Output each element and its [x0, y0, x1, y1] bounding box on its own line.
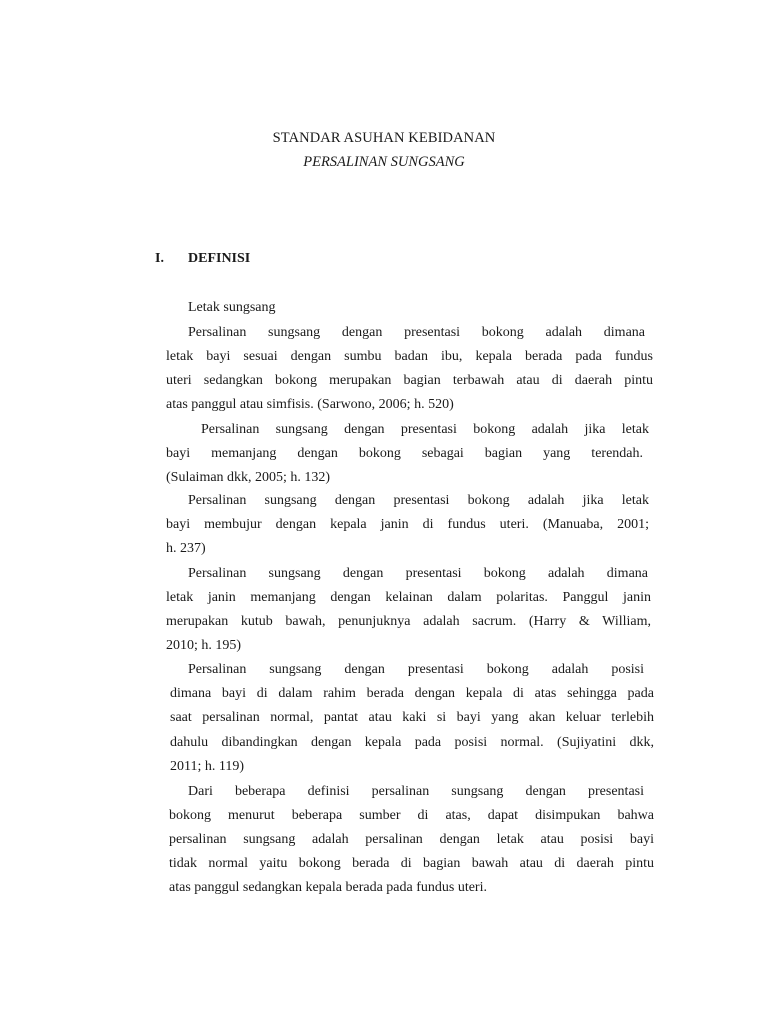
- paragraph-line: Persalinan sungsang dengan presentasi bokong adalah dimana: [188, 325, 645, 340]
- paragraph-line: Persalinan sungsang dengan presentasi bokong adalah jika letak: [188, 493, 649, 508]
- paragraph-line: 2010; h. 195): [166, 638, 242, 653]
- paragraph-line: merupakan kutub bawah, penunjuknya adalah sacrum. (Harry & William,: [166, 614, 651, 629]
- paragraph-line: dahulu dibandingkan dengan kepala pada posisi normal. (Sujiyatini dkk,: [170, 735, 654, 750]
- document-subtitle: PERSALINAN SUNGSANG: [303, 154, 465, 170]
- paragraph-line: tidak normal yaitu bokong berada di bagian bawah atau di daerah pintu: [169, 856, 654, 871]
- paragraph-line: bokong menurut beberapa sumber di atas, dapat disimpukan bahwa: [169, 808, 654, 823]
- paragraph-line: dimana bayi di dalam rahim berada dengan kepala di atas sehingga pada: [170, 686, 654, 701]
- paragraph-line: h. 237): [166, 541, 206, 556]
- paragraph-line: Persalinan sungsang dengan presentasi bokong adalah posisi: [188, 662, 644, 677]
- document-title: STANDAR ASUHAN KEBIDANAN: [272, 130, 496, 146]
- paragraph-line: letak bayi sesuai dengan sumbu badan ibu, kepala berada pada fundus: [166, 349, 653, 364]
- section-title: DEFINISI: [188, 251, 251, 266]
- paragraph-line: (Sulaiman dkk, 2005; h. 132): [166, 470, 331, 485]
- paragraph-line: atas panggul atau simfisis. (Sarwono, 2006; h. 520): [166, 397, 454, 412]
- section-number: I.: [155, 251, 164, 266]
- paragraph-line: saat persalinan normal, pantat atau kaki si bayi yang akan keluar terlebih: [170, 710, 654, 725]
- paragraph-line: atas panggul sedangkan kepala berada pada fundus uteri.: [169, 880, 487, 895]
- paragraph-line: bayi memanjang dengan bokong sebagai bagian yang terendah.: [166, 446, 643, 461]
- paragraph-line: uteri sedangkan bokong merupakan bagian terbawah atau di daerah pintu: [166, 373, 653, 388]
- paragraph-line: persalinan sungsang adalah persalinan dengan letak atau posisi bayi: [169, 832, 654, 847]
- paragraph-line: Persalinan sungsang dengan presentasi bokong adalah jika letak: [201, 422, 649, 437]
- paragraph-line: Letak sungsang: [188, 300, 276, 315]
- paragraph-line: 2011; h. 119): [170, 759, 245, 774]
- paragraph-line: Dari beberapa definisi persalinan sungsang dengan presentasi: [188, 784, 644, 799]
- paragraph-line: bayi membujur dengan kepala janin di fundus uteri. (Manuaba, 2001;: [166, 517, 649, 532]
- paragraph-line: Persalinan sungsang dengan presentasi bokong adalah dimana: [188, 566, 648, 581]
- paragraph-line: letak janin memanjang dengan kelainan dalam polaritas. Panggul janin: [166, 590, 651, 605]
